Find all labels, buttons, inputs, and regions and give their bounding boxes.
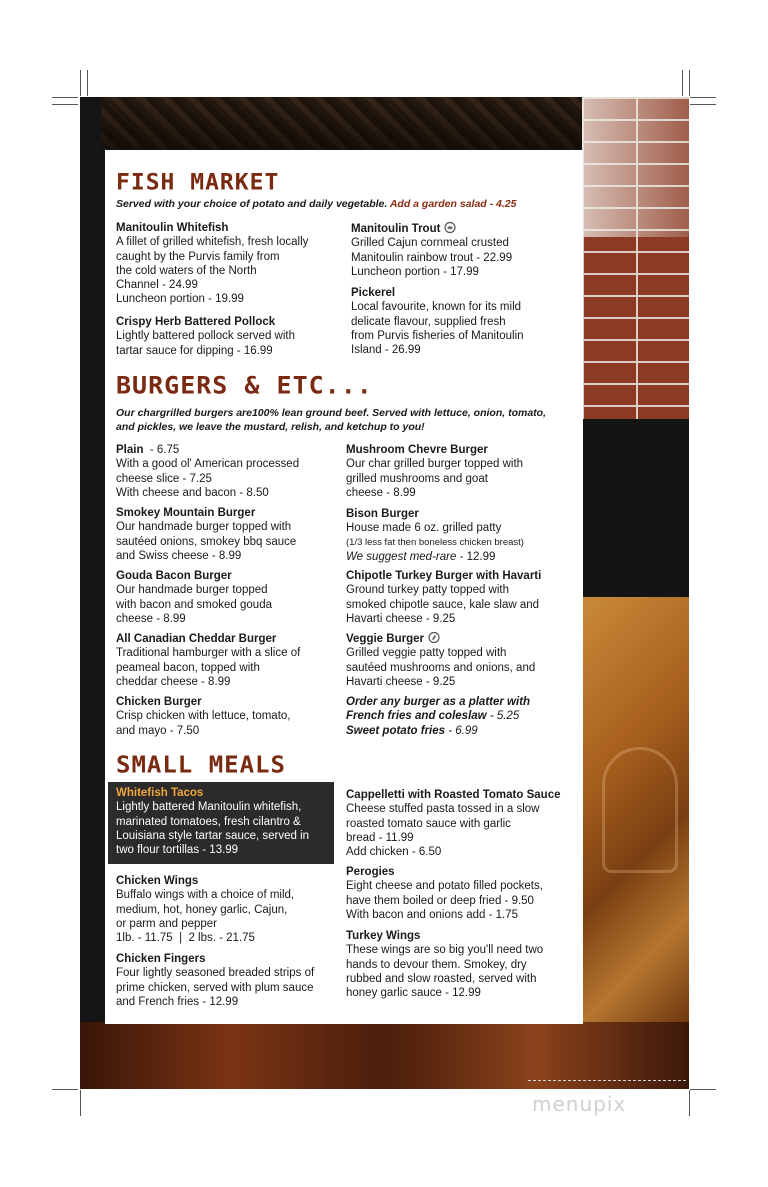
burgers-subtitle [116, 406, 546, 434]
fish-subtitle-accent: Add a garden salad - 4.25 [389, 198, 517, 210]
item-desc-line: two flour tortillas - 13.99 [116, 844, 239, 857]
item-desc-line: marinated tomatoes, fresh cilantro & [116, 815, 301, 828]
item-desc-line: Louisiana style tartar sauce, served in [116, 829, 310, 842]
item-desc-small: (1/3 less fat then boneless chicken breast) [346, 536, 524, 548]
item-desc-line: A fillet of grilled whitefish, fresh locally [116, 236, 309, 249]
brick-fade-overlay [582, 97, 689, 237]
item-desc-line: and French fries - 12.99 [116, 995, 239, 1008]
item-desc-line: Manitoulin rainbow trout - 22.99 [351, 251, 513, 264]
item-desc-line: Grilled Cajun cornmeal crusted [351, 237, 509, 250]
item-desc-line: the cold waters of the North [116, 264, 257, 277]
menu-item-chicken-wings [116, 874, 294, 945]
item-desc-line: Local favourite, known for its mild [351, 301, 522, 314]
item-desc-line: Buffalo wings with a choice of mild, [116, 889, 295, 902]
platter-note-row [346, 724, 530, 738]
item-desc-line: bread - 11.99 [346, 831, 414, 844]
item-desc-line: Our handmade burger topped [116, 584, 268, 597]
item-title: Mushroom Chevre Burger [346, 444, 488, 456]
item-desc-line: honey garlic sauce - 12.99 [346, 987, 481, 1000]
item-desc-line: Our handmade burger topped with [116, 521, 292, 534]
item-desc-line: Crisp chicken with lettuce, tomato, [116, 710, 291, 723]
menu-item-turkey-wings [346, 929, 543, 1000]
item-desc-line: hands to devour them. Smokey, dry [346, 958, 527, 971]
item-price: - 6.75 [149, 444, 180, 456]
item-title: All Canadian Cheddar Burger [116, 633, 277, 645]
menu-item-chicken-burger [116, 695, 291, 738]
item-desc-line: with bacon and smoked gouda [116, 598, 272, 611]
item-desc-line: and Swiss cheese - 8.99 [116, 549, 242, 562]
platter-note-text: Sweet potato fries [346, 724, 446, 737]
item-desc-line: medium, hot, honey garlic, Cajun, [116, 903, 288, 916]
item-desc-line: cheese slice - 7.25 [116, 472, 212, 485]
menu-item-gouda-bacon [116, 569, 272, 626]
item-title: Chicken Wings [116, 875, 199, 887]
crop-mark [690, 104, 716, 105]
item-title: Cappelletti with Roasted Tomato Sauce [346, 789, 561, 801]
fish-subtitle [116, 197, 516, 211]
item-title-row [116, 443, 299, 457]
item-desc-line: Luncheon portion - 17.99 [351, 265, 479, 278]
metal-texture-band [102, 97, 582, 149]
platter-note-price: - 6.99 [448, 724, 478, 737]
black-side-band [582, 419, 689, 597]
fish-icon [444, 221, 456, 234]
item-desc-line: Luncheon portion - 19.99 [116, 293, 244, 306]
item-title: Manitoulin Whitefish [116, 222, 229, 234]
item-title-row [351, 221, 512, 236]
item-desc-line: With cheese and bacon - 8.50 [116, 486, 269, 499]
item-desc-line: tartar sauce for dipping - 16.99 [116, 344, 273, 357]
section-title-burgers: BURGERS & ETC... [116, 371, 373, 400]
platter-note-price: - 5.25 [489, 710, 520, 723]
item-desc-line: cheddar cheese - 8.99 [116, 675, 231, 688]
crop-mark [690, 1089, 716, 1090]
item-title: Chipotle Turkey Burger with Havarti [346, 570, 542, 582]
item-desc-line: cheese - 8.99 [116, 612, 186, 625]
item-title: Plain [116, 444, 144, 456]
item-title: Pickerel [351, 287, 396, 299]
item-desc-line: grilled mushrooms and goat [346, 472, 488, 485]
item-title: Bison Burger [346, 508, 419, 520]
item-desc-line: These wings are so big you'll need two [346, 944, 544, 957]
crop-mark [80, 70, 81, 96]
item-desc-line: caught by the Purvis family from [116, 250, 280, 263]
item-title: Veggie Burger [346, 633, 424, 645]
crop-mark [689, 1090, 690, 1116]
item-title: Smokey Mountain Burger [116, 507, 256, 519]
item-desc-line: Four lightly seasoned breaded strips of [116, 967, 315, 980]
item-desc-line: Island - 26.99 [351, 344, 421, 357]
item-desc-line: Lightly battered pollock served with [116, 330, 295, 343]
wood-texture-right [582, 597, 689, 1022]
crop-mark [682, 70, 683, 96]
menu-item-chipotle-turkey [346, 569, 541, 626]
item-title: Chicken Fingers [116, 953, 206, 965]
item-desc-italic: We suggest med-rare [346, 550, 457, 563]
item-desc-line: Havarti cheese - 9.25 [346, 612, 456, 625]
crop-mark [689, 70, 690, 96]
item-price: - 12.99 [456, 550, 496, 563]
item-desc-line: cheese - 8.99 [346, 486, 416, 499]
burgers-subtitle-line: and pickles, we leave the mustard, relish, and ketchup to you! [116, 421, 425, 433]
item-desc-line: 1lb. - 11.75 | 2 lbs. - 21.75 [116, 932, 255, 945]
item-desc-line: Eight cheese and potato filled pockets, [346, 880, 543, 893]
item-desc-line: and mayo - 7.50 [116, 724, 200, 737]
section-title-small-meals: SMALL MEALS [116, 751, 286, 779]
featured-item-whitefish-tacos [108, 782, 334, 864]
item-desc-line: Add chicken - 6.50 [346, 846, 442, 859]
item-desc-line: House made 6 oz. grilled patty [346, 522, 502, 535]
item-desc-line: rubbed and slow roasted, served with [346, 972, 537, 985]
crop-mark [87, 70, 88, 96]
item-desc-line: With bacon and onions add - 1.75 [346, 908, 518, 921]
item-title: Crispy Herb Battered Pollock [116, 316, 276, 328]
item-desc-italic-row [346, 550, 524, 564]
item-title: Whitefish Tacos [116, 787, 204, 799]
crop-mark [52, 1089, 78, 1090]
crop-mark [52, 97, 78, 98]
item-title: Manitoulin Trout [351, 223, 441, 235]
item-title: Perogies [346, 866, 395, 878]
item-desc-line: sautéed mushrooms and onions, and [346, 661, 536, 674]
wood-texture-bottom [80, 1022, 689, 1089]
menu-item-chicken-fingers [116, 952, 314, 1009]
item-desc-line: Traditional hamburger with a slice of [116, 647, 301, 660]
menu-item-pickerel [351, 286, 524, 357]
ornament-decoration [602, 747, 678, 873]
item-desc-line: Lightly battered Manitoulin whitefish, [116, 801, 302, 814]
item-desc-line: sautéed onions, smokey bbq sauce [116, 535, 297, 548]
menu-item-plain-burger [116, 443, 299, 500]
crop-mark [80, 1090, 81, 1116]
item-desc-line: prime chicken, served with plum sauce [116, 981, 314, 994]
platter-note-row [346, 709, 530, 723]
menu-item-manitoulin-trout [351, 221, 512, 279]
item-title-row [346, 631, 535, 646]
item-title: Chicken Burger [116, 696, 202, 708]
item-title: Turkey Wings [346, 930, 421, 942]
item-desc-line: or parm and pepper [116, 917, 218, 930]
menu-item-mushroom-chevre [346, 443, 523, 500]
item-desc-line: Ground turkey patty topped with [346, 584, 510, 597]
fish-subtitle-main: Served with your choice of potato and daily vegetable. [116, 198, 388, 210]
platter-note-line: Order any burger as a platter with [346, 696, 531, 708]
crop-mark [52, 104, 78, 105]
menu-item-veggie-burger [346, 631, 535, 689]
item-desc-line: Cheese stuffed pasta tossed in a slow [346, 803, 540, 816]
item-desc-line: Our char grilled burger topped with [346, 458, 524, 471]
platter-note [346, 695, 530, 738]
item-desc-line: delicate flavour, supplied fresh [351, 315, 506, 328]
burgers-subtitle-line: Our chargrilled burgers are100% lean ground beef. Served with lettuce, onion, tomato, [116, 407, 547, 419]
menu-item-canadian-cheddar [116, 632, 300, 689]
item-title: Gouda Bacon Burger [116, 570, 232, 582]
item-desc-line: peameal bacon, topped with [116, 661, 260, 674]
menu-item-smokey-mountain [116, 506, 296, 563]
menu-item-manitoulin-whitefish [116, 221, 308, 307]
item-desc-line: Channel - 24.99 [116, 279, 198, 292]
vegetarian-icon [428, 631, 440, 644]
item-desc-line: Grilled veggie patty topped with [346, 647, 507, 660]
watermark-logo: menupix [532, 1092, 627, 1116]
item-desc-line: Havarti cheese - 9.25 [346, 675, 456, 688]
item-desc-line: roasted tomato sauce with garlic [346, 817, 511, 830]
section-title-fish-market: FISH MARKET [116, 170, 280, 196]
platter-note-text: French fries and coleslaw [346, 710, 487, 723]
menu-item-crispy-pollock [116, 315, 295, 358]
menu-item-perogies [346, 865, 543, 922]
crop-mark [690, 97, 716, 98]
item-desc-line: smoked chipotle sauce, kale slaw and [346, 598, 540, 611]
item-desc-line: from Purvis fisheries of Manitoulin [351, 329, 524, 342]
menu-item-bison-burger [346, 507, 524, 564]
item-desc-line: With a good ol' American processed [116, 458, 300, 471]
item-desc-line: have them boiled or deep fried - 9.50 [346, 894, 534, 907]
menu-item-cappelletti [346, 788, 561, 859]
